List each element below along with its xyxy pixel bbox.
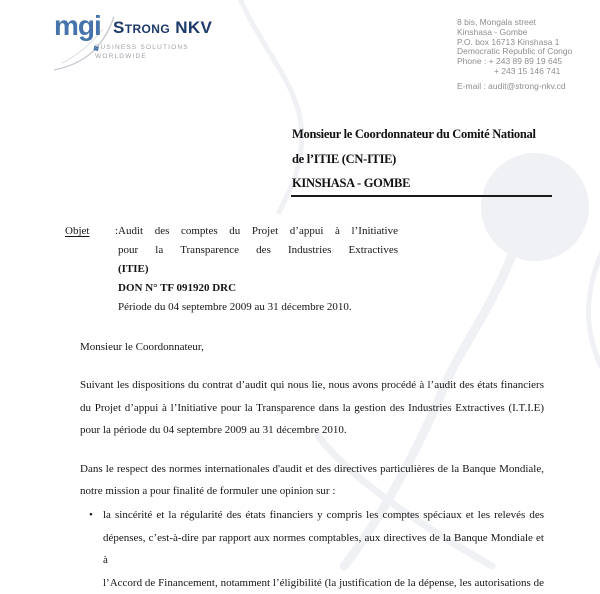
address-pobox: P.O. box 16713 Kinshasa 1 xyxy=(457,36,560,47)
paragraph-1-line1: Suivant les dispositions du contrat d’audit qui nous lie, nous avons procédé à l’audit des états financiers xyxy=(80,379,544,392)
recipient-block xyxy=(292,122,536,196)
bullet-1-line3: l’Accord de Financement, notamment l’éligibilité (la justification de la dépense, les autorisations de xyxy=(103,576,544,589)
letter-body xyxy=(80,336,544,594)
logo-tagline-line2: WORLDWIDE xyxy=(95,53,147,60)
subject-separator: : xyxy=(89,225,118,237)
bullet-item-1 xyxy=(80,504,544,594)
logo-mgi-text: mgi xyxy=(54,10,101,41)
watermark-right-arc xyxy=(589,250,600,368)
subject-line1-text: Audit des comptes du Projet d’appui à l’Initiative xyxy=(118,225,398,237)
bullet-1-line1: la sincérité et la régularité des états financiers y compris les comptes spéciaux et les relevés des xyxy=(103,509,544,522)
paragraph-2 xyxy=(80,458,544,503)
company-logo xyxy=(50,10,270,70)
subject-block xyxy=(65,222,398,317)
bullet-icon: • xyxy=(89,509,93,522)
salutation: Monsieur le Coordonnateur, xyxy=(80,341,204,353)
paragraph-1-line3: pour la période du 04 septembre 2009 au 31 décembre 2010. xyxy=(80,424,347,437)
company-address-block xyxy=(457,18,572,92)
subject-line1 xyxy=(65,222,398,241)
recipient-underline-rule xyxy=(291,195,552,197)
bullet-1-line2: dépenses, c’est-à-dire par rapport aux normes comptables, aux directives de la Banque Mondiale et à xyxy=(103,531,544,567)
subject-line5: Période du 04 septembre 2009 au 31 décembre 2010. xyxy=(118,301,352,313)
recipient-line3: KINSHASA - GOMBE xyxy=(292,176,411,190)
subject-line4: DON N° TF 091920 DRC xyxy=(118,282,237,294)
paragraph-1 xyxy=(80,374,544,441)
subject-line2: pour la Transparence des Industries Extractives xyxy=(118,244,398,256)
logo-tagline-line1: BUSINESS SOLUTIONS xyxy=(95,44,189,51)
address-city: Kinshasa - Gombe xyxy=(457,26,528,37)
logo-tagline xyxy=(95,43,189,61)
subject-label xyxy=(65,222,118,241)
recipient-line2: de l’ITIE (CN-ITIE) xyxy=(292,151,397,166)
recipient-line1: Monsieur le Coordonnateur du Comité National xyxy=(292,127,536,141)
address-phone2: + 243 15 146 741 xyxy=(494,65,561,76)
address-country: Democratic Republic of Congo xyxy=(457,46,573,57)
logo-company-name: Strong NKV xyxy=(113,18,213,37)
subject-label-text: Objet xyxy=(65,225,90,237)
address-street: 8 bis, Mongala street xyxy=(457,17,536,27)
paragraph-2-line1: Dans le respect des normes internationales d'audit et des directives particulières de la Banque Mondiale, xyxy=(80,462,544,475)
paragraph-2-line2: notre mission a pour finalité de formuler une opinion sur : xyxy=(80,485,336,498)
address-email: E-mail : audit@strong-nkv.cd xyxy=(457,80,566,91)
address-phone1: Phone : + 243 89 89 19 645 xyxy=(457,56,563,67)
subject-line3: (ITIE) xyxy=(118,263,149,275)
paragraph-1-line2: du Projet d’appui à l’Initiative pour la Transparence dans la gestion des Industries Extractives (I.T.I.E) xyxy=(80,401,544,414)
